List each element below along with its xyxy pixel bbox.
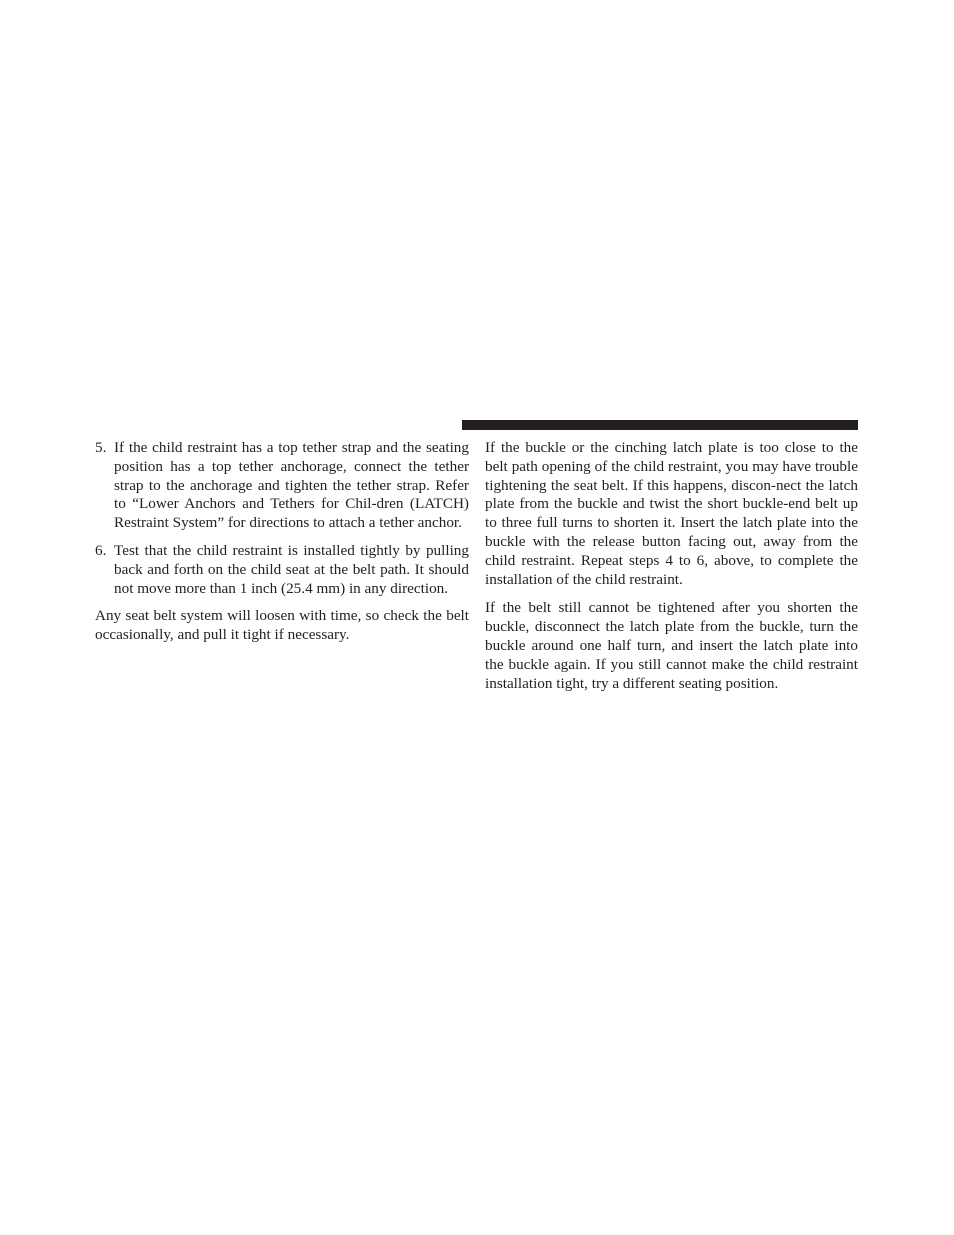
body-paragraph: Any seat belt system will loosen with time, so check the belt occasionally, and pull it tight if necessary. bbox=[95, 607, 469, 644]
step-text: Test that the child restraint is installed tightly by pulling back and forth on the child seat at the belt path. It should not move more than 1 inch (25.4 mm) in any direction. bbox=[114, 541, 469, 597]
step-text: If the child restraint has a top tether strap and the seating position has a top tether anchorage, connect the tether strap to the anchorage and tighten the tether strap. Refer to “Lower Anchors and Tethers for Chil-dren (LATCH) Restraint System” for directions to attach a tether anchor. bbox=[114, 439, 469, 532]
body-paragraph: If the buckle or the cinching latch plate is too close to the belt path opening of the child restraint, you may have trouble tightening the seat belt. If this happens, discon-nect the latch plate from the buckle and twist the short buckle-end belt up to three full turns to shorten it. Insert the latch plate into the buckle with the release button facing out, away from the child restraint. Repeat steps 4 to 6, above, to complete the installation of the child restraint. bbox=[485, 439, 858, 588]
left-column bbox=[95, 439, 469, 654]
right-column bbox=[485, 439, 858, 702]
section-header-bar bbox=[462, 420, 858, 430]
body-paragraph: If the belt still cannot be tightened after you shorten the buckle, disconnect the latch plate from the buckle, turn the buckle around one half turn, and insert the latch plate into the buckle again. If you still cannot make the child restraint installation tight, try a different seating position. bbox=[485, 599, 858, 692]
list-item-step-5 bbox=[95, 439, 469, 533]
step-number: 6. bbox=[95, 541, 107, 559]
step-number: 5. bbox=[95, 439, 107, 456]
list-item-step-6 bbox=[95, 542, 469, 598]
